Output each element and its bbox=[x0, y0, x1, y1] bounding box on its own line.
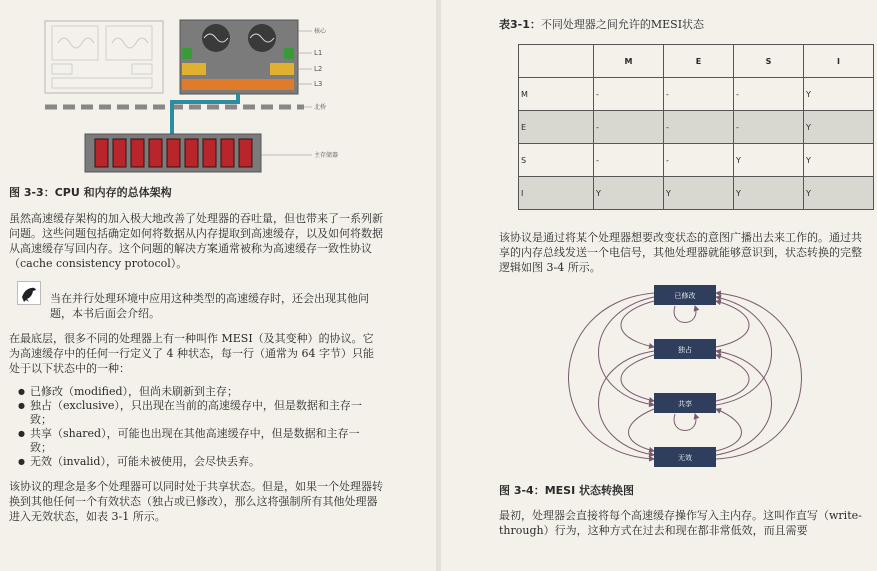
table-row bbox=[519, 144, 874, 177]
l3-label: L3 bbox=[314, 80, 323, 88]
transition-arrows bbox=[569, 293, 802, 459]
left-paragraph-1: 虽然高速缓存架构的加入极大地改善了处理器的吞吐量，但也带来了一系列新问题。这些问题包括确定如何将数据从内存提取到高速缓存，以及如何将数据从高速缓存写回内存。这个问题的解决方案通常被称为高速缓存一致性协议（cache consistency protocol）。 bbox=[9, 212, 383, 270]
l2-label: L2 bbox=[314, 65, 323, 73]
table-header-cell: E bbox=[664, 45, 734, 78]
table-cell: Y bbox=[594, 177, 664, 210]
figure-3-3-caption bbox=[9, 186, 172, 200]
table-cell: - bbox=[594, 78, 664, 111]
table-cell: - bbox=[664, 144, 734, 177]
crow-note-icon bbox=[17, 281, 41, 305]
table-cell: S bbox=[519, 144, 594, 177]
figure-3-3-number: 图 3-3： bbox=[9, 186, 55, 199]
table-cell: - bbox=[664, 78, 734, 111]
mesi-state-diagram bbox=[560, 283, 810, 473]
table-header-cell: M bbox=[594, 45, 664, 78]
figure-3-4-title: MESI 状态转换图 bbox=[544, 484, 635, 497]
table-cell: - bbox=[734, 111, 804, 144]
table-cell: Y bbox=[734, 144, 804, 177]
table-row bbox=[519, 78, 874, 111]
figure-3-3-title: CPU 和内存的总体架构 bbox=[54, 186, 172, 199]
list-item: ● 独占（exclusive），只出现在当前的高速缓存中，但是数据和主存一致； bbox=[16, 399, 376, 427]
state-label-exclusive: 独占 bbox=[678, 346, 692, 354]
figure-3-4-number: 图 3-4： bbox=[499, 484, 545, 497]
northbridge-label: 北桥 bbox=[314, 104, 327, 111]
list-item: ● 已修改（modified），但尚未刷新到主存； bbox=[16, 385, 376, 399]
table-3-1-number: 表3-1： bbox=[499, 18, 541, 31]
mesi-state-table bbox=[518, 44, 874, 210]
memory-bus-line bbox=[172, 94, 238, 134]
state-box-modified bbox=[654, 285, 716, 305]
l1-label: L1 bbox=[314, 49, 323, 57]
table-cell: Y bbox=[664, 177, 734, 210]
right-paragraph-1: 该协议是通过将某个处理器想要改变状态的意图广播出去来工作的。通过共享的内存总线发送一个电信号，其他处理器就能够意识到，状态转换的完整逻辑如图 3-4 所示。 bbox=[499, 231, 862, 274]
state-box-shared bbox=[654, 393, 716, 413]
list-item: ● 共享（shared），可能也出现在其他高速缓存中，但是数据和主存一致； bbox=[16, 427, 376, 455]
state-label-modified: 已修改 bbox=[674, 292, 696, 300]
table-3-1-caption bbox=[499, 18, 704, 32]
table-cell: Y bbox=[804, 144, 874, 177]
figure-3-4-caption bbox=[499, 484, 634, 498]
table-cell: I bbox=[519, 177, 594, 210]
cpu-chip bbox=[180, 20, 298, 94]
cpu-memory-architecture-figure bbox=[40, 16, 360, 184]
core-label: 核心 bbox=[314, 28, 327, 35]
table-cell: - bbox=[594, 144, 664, 177]
table-cell: M bbox=[519, 78, 594, 111]
state-box-exclusive bbox=[654, 339, 716, 359]
state-label-invalid: 无效 bbox=[678, 454, 692, 462]
table-row bbox=[519, 111, 874, 144]
table-header-cell bbox=[519, 45, 594, 78]
table-cell: E bbox=[519, 111, 594, 144]
left-paragraph-3: 该协议的理念是多个处理器可以同时处于共享状态。但是，如果一个处理器转换到其他任何一个有效状态（独占或已修改），那么这将强制所有其他处理器进入无效状态，如表 3-1 所示。 bbox=[9, 480, 383, 523]
memory-label: 主存储器 bbox=[314, 152, 339, 159]
table-header-cell: I bbox=[804, 45, 874, 78]
table-row bbox=[519, 177, 874, 210]
right-paragraph-2: 最初，处理器会直接将每个高速缓存操作写入主内存。这叫作直写（write-through）行为，这种方式在过去和现在都非常低效，而且需要 bbox=[499, 509, 862, 537]
left-paragraph-2: 在最底层，很多不同的处理器上有一种叫作 MESI（及其变种）的协议。它为高速缓存中的任何一行定义了 4 种状态，每一行（通常为 64 字节）只能处于以下状态中的一种： bbox=[9, 332, 374, 375]
state-label-shared: 共享 bbox=[678, 400, 692, 408]
table-cell: - bbox=[734, 78, 804, 111]
table-cell: - bbox=[664, 111, 734, 144]
faded-cpu bbox=[45, 21, 163, 93]
table-cell: Y bbox=[804, 111, 874, 144]
table-header-cell: S bbox=[734, 45, 804, 78]
table-cell: Y bbox=[734, 177, 804, 210]
table-3-1-title: 不同处理器之间允许的MESI状态 bbox=[540, 18, 705, 31]
table-header-row bbox=[519, 45, 874, 78]
table-cell: - bbox=[594, 111, 664, 144]
list-item: ● 无效（invalid），可能未被使用，会尽快丢弃。 bbox=[16, 455, 376, 469]
table-cell: Y bbox=[804, 78, 874, 111]
table-cell: Y bbox=[804, 177, 874, 210]
state-box-invalid bbox=[654, 447, 716, 467]
mesi-state-list bbox=[16, 385, 376, 469]
main-memory bbox=[85, 134, 261, 172]
note-text: 当在并行处理环境中应用这种类型的高速缓存时，还会出现其他问题，本书后面会介绍。 bbox=[50, 292, 369, 320]
